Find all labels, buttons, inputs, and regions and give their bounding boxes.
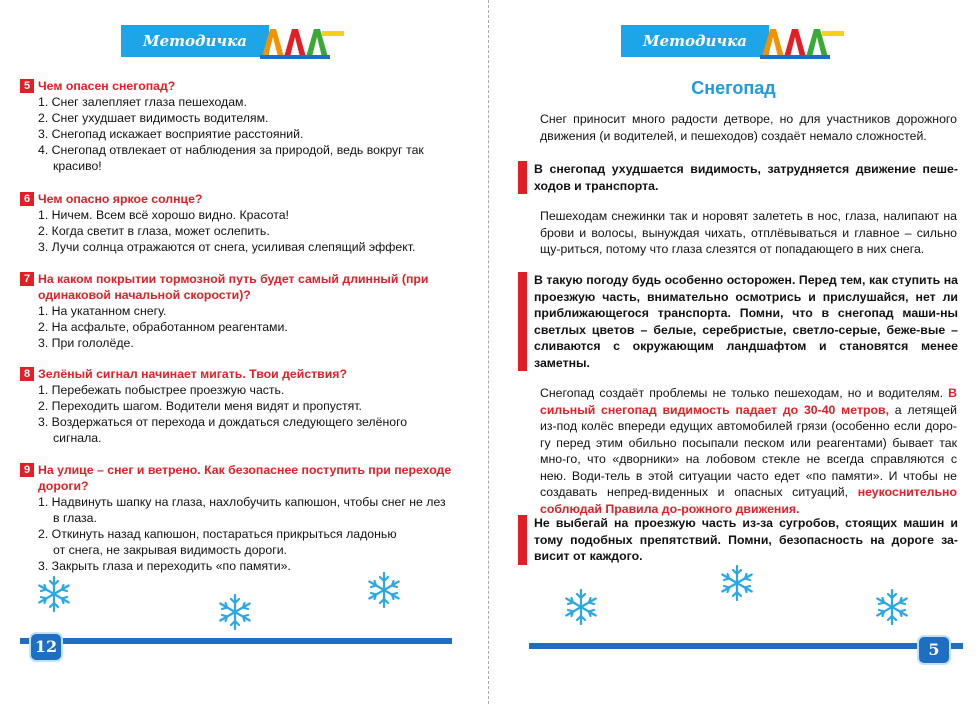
snowflake-icon (561, 587, 601, 627)
callout-text: Не выбегай на проезжую часть из-за сугробов, стоящих машин и тому подобных препятствий. Помни, безопасность на дороге за-висит от каждого. (534, 516, 958, 563)
snowflake-icon (717, 563, 757, 603)
intro-paragraph: Снег приносит много радости детворе, но для участников дорожного движения (и водителей, и пешеходов) создаёт немало сложностей. (540, 112, 957, 143)
page-header (621, 25, 841, 57)
snowflake-icon (364, 570, 404, 610)
question-title: 5 Чем опасен снегопад? (20, 78, 460, 94)
page-title: Снегопад (691, 78, 776, 98)
question-number: 8 (20, 367, 34, 381)
question-5 (20, 78, 460, 174)
callout-caution (518, 272, 958, 371)
question-9 (20, 462, 460, 574)
callout-bar (518, 272, 527, 371)
page-header (121, 25, 341, 57)
answer-option: 3. Лучи солнца отражаются от снега, усиливая слепящий эффект. (38, 240, 416, 254)
page-number: 5 (919, 637, 949, 663)
pedestrian-paragraph: Пешеходам снежинки так и норовят залететь в нос, глаза, налипают на брови и волосы, вынуждая чихать, отплёвываться и главное – сильно щу-риться, потому что глаза слезятся от попадающего в них снега. (540, 209, 957, 256)
question-number: 7 (20, 272, 34, 286)
answer-option: 1. На укатанном снегу. (38, 304, 167, 318)
question-8 (20, 366, 460, 446)
callout-snowdrifts (518, 515, 958, 565)
answer-option: 2. Снег ухудшает видимость водителям. (38, 111, 269, 125)
question-title: 8 Зелёный сигнал начинает мигать. Твои действия? (20, 366, 460, 382)
snowflake-icon (34, 574, 74, 614)
highlight-visibility: В сильный снегопад видимость падает до 30-40 метров, (540, 386, 957, 417)
question-7 (20, 271, 460, 351)
question-6 (20, 191, 460, 255)
answer-option: 1. Надвинуть шапку на глаза, нахлобучить капюшон, чтобы снег не лез в глаза. (38, 495, 446, 525)
answer-option: 1. Снег залепляет глаза пешеходам. (38, 95, 247, 109)
question-title: 6 Чем опасно яркое солнце? (20, 191, 460, 207)
callout-bar (518, 515, 527, 565)
answer-option: 3. При гололёде. (38, 336, 134, 350)
header-banner-label: Методичка (643, 32, 747, 50)
header-banner (121, 25, 269, 57)
header-banner-label: Методичка (143, 32, 247, 50)
logo-icon (756, 21, 846, 61)
page-number: 12 (31, 634, 61, 660)
answer-option: 3. Снегопад искажает восприятие расстояний. (38, 127, 304, 141)
question-number: 9 (20, 463, 34, 477)
answer-option: 3. Воздержаться от перехода и дождаться следующего зелёного сигнала. (38, 415, 408, 445)
answer-option: 2. На асфальте, обработанном реагентами. (38, 320, 288, 334)
answer-option: 1. Ничем. Всем всё хорошо видно. Красота! (38, 208, 289, 222)
callout-text: В снегопад ухудшается видимость, затрудняется движение пеше-ходов и транспорта. (534, 162, 958, 193)
footer-bar (20, 638, 452, 644)
answer-option: 3. Закрыть глаза и переходить «по памяти». (38, 559, 291, 573)
answer-option: 1. Перебежать побыстрее проезжую часть. (38, 383, 285, 397)
right-page (489, 0, 978, 704)
snowflake-icon (215, 592, 255, 632)
question-title: 9 На улице – снег и ветрено. Как безопаснее поступить при переходе дороги? (20, 462, 460, 494)
header-banner (621, 25, 769, 57)
logo-icon (256, 21, 346, 61)
question-number: 5 (20, 79, 34, 93)
answer-option: 2. Переходить шагом. Водители меня видят и пропустят. (38, 399, 362, 413)
highlight-rules: неукоснительно соблюдай Правила до-рожного движения. (540, 485, 957, 516)
answer-option: 4. Снегопад отвлекает от наблюдения за природой, ведь вокруг так красиво! (38, 143, 424, 173)
callout-visibility (518, 161, 958, 194)
footer-bar (529, 643, 963, 649)
callout-text: В такую погоду будь особенно осторожен. Перед тем, как ступить на проезжую часть, внимательно осмотрись и прислушайся, нет ли приближающегося транспорта. Помни, что в снегопад маши-ны светлых цветов – белые, серебристые, светло-серые, беже-вые – сливаются с окружающим ландшафтом и становятся менее заметны. (534, 273, 958, 370)
question-number: 6 (20, 192, 34, 206)
snowflake-icon (872, 587, 912, 627)
answer-option: 2. Когда светит в глаза, может ослепить. (38, 224, 270, 238)
driver-paragraph: Снегопад создаёт проблемы не только пешеходам, но и водителям. В сильный снегопад видимость падает до 30-40 метров, а летящей из-под колёс впереди едущих автомобилей грязи (особенно если доро-гу перед этим обильно посыпали песком или реагентами) бывает так мно-го, что «дворники» на лобовом стекле не всегда справляются с нею. Води-тель в этой ситуации часто едет «по памяти». И чтобы не создавать непред-виденных и опасных ситуаций, неукоснительно соблюдай Правила до-рожного движения. (540, 386, 957, 516)
callout-bar (518, 161, 527, 194)
answer-option: 2. Откинуть назад капюшон, постараться прикрыться ладонью от снега, не закрывая видимость дороги. (38, 527, 397, 557)
question-title: 7 На каком покрытии тормозной путь будет самый длинный (при одинаковой начальной скорости)? (20, 271, 460, 303)
